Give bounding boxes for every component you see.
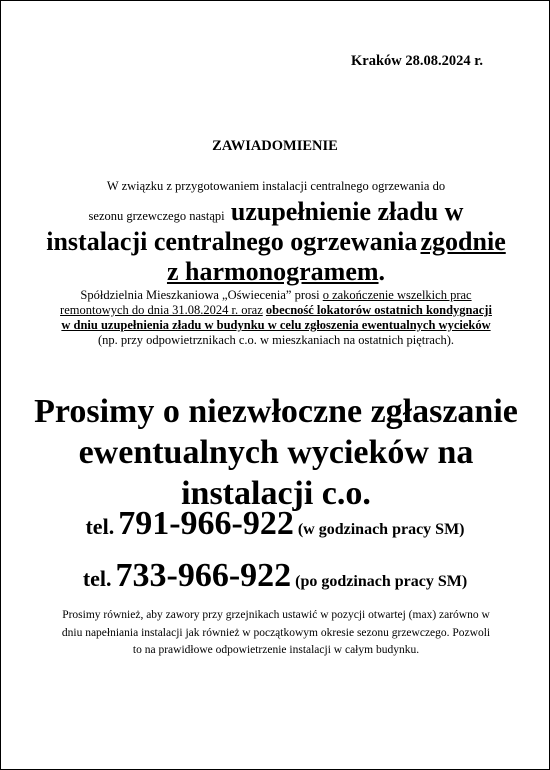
appeal-heading: Prosimy o niezwłoczne zgłaszanie ewentualnych wycieków na instalacji c.o.	[34, 393, 518, 512]
intro-highlight: uzupełnienie zładu w instalacji centralnego ogrzewania	[46, 197, 464, 256]
intro-line-1: W związku z przygotowaniem instalacji centralnego ogrzewania do	[106, 179, 446, 193]
phone-line-1	[1, 505, 549, 543]
cooperative-request	[56, 288, 496, 348]
intro-period: .	[378, 257, 386, 286]
phone-number: 791-966-922	[118, 505, 294, 542]
phone-label: tel.	[85, 514, 115, 539]
cooperative-request-example: (np. przy odpowietrznikach c.o. w mieszkaniach na ostatnich piętrach).	[97, 333, 455, 347]
document-date: Kraków 28.08.2024 r.	[351, 53, 483, 69]
intro-line-2: sezonu grzewczego nastąpi	[88, 209, 225, 223]
phone-number: 733-966-922	[115, 557, 292, 594]
phone-hours-note: (w godzinach pracy SM)	[297, 521, 465, 538]
footer-note: Prosimy również, aby zawory przy grzejnikach ustawić w pozycji otwartej (max) zarówno w dniu napełniania instalacji jak również w początkowym okresie sezonu grzewczego. Pozwoli to na prawidłowe odpowietrzenie instalacji w całym budynku.	[61, 609, 491, 656]
intro-paragraph	[41, 175, 511, 287]
cooperative-request-part-1: Spółdzielnia Mieszkaniowa „Oświecenia” prosi	[80, 288, 320, 302]
cooperative-request-deadline: o zakończenie wszelkich prac remontowych do dnia 31.08.2024 r. oraz	[60, 288, 472, 317]
document-title: ZAWIADOMIENIE	[212, 138, 338, 154]
phone-label: tel.	[82, 566, 112, 591]
cooperative-request-presence: obecność lokatorów ostatnich kondygnacji w dniu uzupełnienia zładu w budynku w celu zgłoszenia ewentualnych wycieków	[61, 303, 492, 332]
phone-hours-note: (po godzinach pracy SM)	[295, 573, 468, 590]
phone-line-2	[1, 557, 549, 595]
intro-highlight-underlined: zgodnie z harmonogramem	[166, 227, 506, 286]
